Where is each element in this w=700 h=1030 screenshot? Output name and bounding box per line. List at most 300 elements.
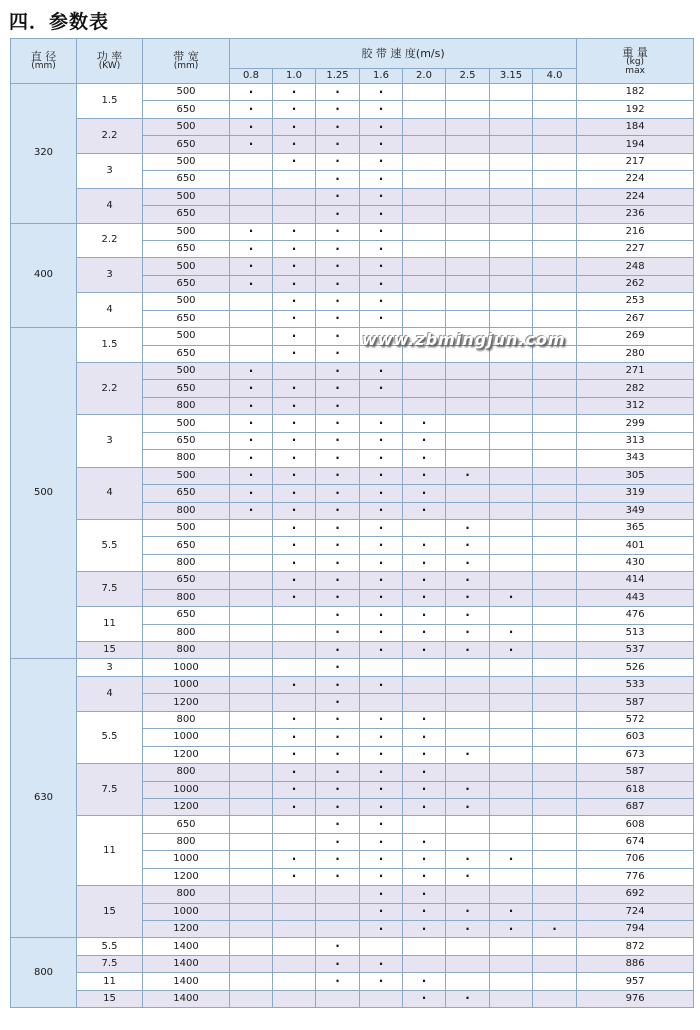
table-row [11,676,694,693]
availability-dot: · [248,468,254,483]
speed-cell [533,502,577,519]
diameter-cell: 320 [11,84,77,224]
belt-width-cell: 500 [143,293,230,310]
table-row [11,118,694,135]
speed-cell [403,380,446,397]
speed-cell [533,415,577,432]
speed-cell [360,816,403,833]
speed-cell [490,153,533,170]
speed-cell [490,293,533,310]
availability-dot: · [335,485,340,500]
speed-cell [360,537,403,554]
availability-dot: · [248,241,254,256]
speed-cell [316,694,360,711]
belt-width-cell: 1400 [143,938,230,955]
belt-width-cell: 1400 [143,990,230,1007]
weight-cell: 692 [577,886,694,903]
speed-cell [533,519,577,536]
speed-cell [446,345,490,362]
speed-cell [446,258,490,275]
speed-cell [490,415,533,432]
speed-cell [230,118,273,135]
weight-cell: 587 [577,694,694,711]
speed-cell [230,781,273,798]
speed-cell [490,851,533,868]
speed-cell [490,764,533,781]
speed-cell [490,781,533,798]
belt-width-cell: 500 [143,188,230,205]
speed-cell [316,990,360,1007]
speed-cell [403,502,446,519]
speed-cell [273,363,316,380]
belt-width-cell: 500 [143,519,230,536]
header-diameter [11,39,77,84]
belt-width-cell: 800 [143,711,230,728]
availability-dot: · [421,712,427,727]
belt-width-cell: 1000 [143,851,230,868]
speed-cell [316,798,360,815]
speed-cell [230,886,273,903]
speed-cell [403,397,446,414]
speed-cell [403,328,446,345]
power-cell: 7.5 [77,955,143,972]
speed-cell [446,729,490,746]
speed-cell [360,729,403,746]
speed-cell [360,432,403,449]
availability-dot: · [465,782,470,797]
availability-dot: · [421,764,427,779]
availability-dot: · [378,590,384,605]
speed-cell [490,711,533,728]
speed-cell [273,798,316,815]
speed-cell [316,607,360,624]
speed-cell [403,572,446,589]
weight-cell: 608 [577,816,694,833]
speed-cell [403,624,446,641]
speed-cell [273,746,316,763]
speed-cell [360,955,403,972]
speed-cell [490,258,533,275]
speed-cell [360,345,403,362]
belt-width-cell: 1000 [143,659,230,676]
speed-cell [230,729,273,746]
availability-dot: · [465,869,470,884]
speed-cell [446,694,490,711]
speed-cell [533,223,577,240]
belt-width-cell: 1200 [143,746,230,763]
table-row [11,816,694,833]
belt-width-cell: 800 [143,642,230,659]
speed-cell [316,781,360,798]
speed-cell [360,973,403,990]
belt-width-cell: 650 [143,275,230,292]
speed-cell [490,84,533,101]
speed-cell [446,572,490,589]
header-width [143,39,230,84]
speed-col-6: 3.15 [490,69,533,84]
speed-cell [230,485,273,502]
speed-cell [533,206,577,223]
speed-cell [403,345,446,362]
availability-dot: · [378,572,384,587]
table-row [11,711,694,728]
speed-cell [273,223,316,240]
speed-cell [230,467,273,484]
table-row [11,642,694,659]
availability-dot: · [378,747,384,762]
availability-dot: · [552,921,557,936]
weight-cell: 976 [577,990,694,1007]
weight-cell: 194 [577,136,694,153]
weight-cell: 280 [577,345,694,362]
availability-dot: · [335,206,340,221]
speed-cell [230,746,273,763]
speed-cell [316,711,360,728]
availability-dot: · [248,119,254,134]
weight-cell: 313 [577,432,694,449]
speed-cell [403,798,446,815]
weight-cell: 430 [577,554,694,571]
availability-dot: · [465,747,470,762]
speed-cell [403,519,446,536]
speed-cell [446,240,490,257]
availability-dot: · [421,974,427,989]
availability-dot: · [335,433,340,448]
speed-cell [533,363,577,380]
belt-width-cell: 650 [143,136,230,153]
weight-cell: 706 [577,851,694,868]
availability-dot: · [335,939,340,954]
speed-cell [273,432,316,449]
availability-dot: · [335,241,340,256]
speed-cell [230,345,273,362]
speed-cell [230,136,273,153]
speed-cell [316,746,360,763]
speed-cell [316,136,360,153]
speed-cell [403,485,446,502]
belt-width-cell: 650 [143,380,230,397]
speed-cell [360,764,403,781]
speed-cell [316,345,360,362]
availability-dot: · [335,171,340,186]
speed-cell [273,973,316,990]
speed-cell [230,694,273,711]
availability-dot: · [378,293,384,308]
availability-dot: · [421,869,427,884]
speed-cell [403,258,446,275]
availability-dot: · [291,137,297,152]
belt-width-cell: 800 [143,624,230,641]
speed-cell [490,310,533,327]
availability-dot: · [335,729,340,744]
speed-cell [273,676,316,693]
speed-cell [360,84,403,101]
speed-cell [316,502,360,519]
belt-width-cell: 800 [143,764,230,781]
weight-cell: 343 [577,450,694,467]
speed-cell [403,607,446,624]
speed-cell [446,938,490,955]
speed-cell [273,955,316,972]
speed-cell [316,293,360,310]
availability-dot: · [378,137,384,152]
availability-dot: · [421,468,427,483]
availability-dot: · [465,851,470,866]
belt-width-cell: 800 [143,450,230,467]
speed-col-1: 1.0 [273,69,316,84]
speed-cell [230,711,273,728]
belt-width-cell: 650 [143,240,230,257]
availability-dot: · [291,293,297,308]
speed-cell [403,171,446,188]
availability-dot: · [378,642,384,657]
belt-width-cell: 1400 [143,973,230,990]
speed-cell [360,275,403,292]
speed-cell [316,485,360,502]
speed-cell [490,502,533,519]
weight-cell: 886 [577,955,694,972]
availability-dot: · [378,84,384,99]
speed-cell [533,293,577,310]
speed-cell [316,328,360,345]
page-title: 四．参数表 [9,11,110,33]
availability-dot: · [421,485,427,500]
speed-cell [490,380,533,397]
speed-cell [490,397,533,414]
speed-cell [230,554,273,571]
speed-cell [316,816,360,833]
table-row [11,519,694,536]
speed-cell [273,938,316,955]
availability-dot: · [248,363,254,378]
weight-cell: 618 [577,781,694,798]
speed-cell [316,886,360,903]
availability-dot: · [378,607,384,622]
belt-width-cell: 500 [143,328,230,345]
speed-cell [230,101,273,118]
availability-dot: · [378,869,384,884]
speed-cell [403,223,446,240]
availability-dot: · [378,102,384,117]
availability-dot: · [378,224,384,239]
speed-cell [533,833,577,850]
availability-dot: · [291,102,297,117]
availability-dot: · [508,625,514,640]
availability-dot: · [335,293,340,308]
speed-cell [316,171,360,188]
availability-dot: · [335,572,340,587]
availability-dot: · [291,259,297,274]
availability-dot: · [421,416,427,431]
speed-cell [446,380,490,397]
availability-dot: · [291,799,297,814]
belt-width-cell: 650 [143,537,230,554]
speed-cell [360,118,403,135]
speed-cell [230,833,273,850]
speed-cell [360,833,403,850]
speed-cell [490,990,533,1007]
availability-dot: · [335,363,340,378]
availability-dot: · [291,154,297,169]
belt-width-cell: 800 [143,554,230,571]
speed-cell [490,659,533,676]
table-row [11,467,694,484]
speed-col-3: 1.6 [360,69,403,84]
speed-cell [490,537,533,554]
speed-cell [230,903,273,920]
availability-dot: · [378,119,384,134]
speed-cell [403,293,446,310]
power-cell: 5.5 [77,711,143,763]
power-cell: 2.2 [77,118,143,153]
speed-cell [533,171,577,188]
header-width-unit: (mm) [173,61,199,71]
speed-cell [490,328,533,345]
availability-dot: · [378,206,384,221]
speed-cell [360,397,403,414]
speed-cell [446,711,490,728]
speed-cell [316,432,360,449]
availability-dot: · [335,398,340,413]
speed-cell [403,973,446,990]
speed-cell [446,171,490,188]
speed-cell [490,467,533,484]
speed-cell [403,84,446,101]
speed-cell [533,711,577,728]
speed-cell [316,973,360,990]
speed-cell [360,380,403,397]
speed-cell [360,171,403,188]
speed-cell [446,136,490,153]
availability-dot: · [291,119,297,134]
speed-cell [446,746,490,763]
speed-cell [316,921,360,938]
availability-dot: · [335,468,340,483]
speed-col-2: 1.25 [316,69,360,84]
availability-dot: · [248,102,254,117]
availability-dot: · [335,224,340,239]
speed-cell [316,363,360,380]
speed-cell [403,676,446,693]
availability-dot: · [291,764,297,779]
speed-cell [230,851,273,868]
weight-cell: 587 [577,764,694,781]
availability-dot: · [335,799,340,814]
speed-cell [316,676,360,693]
speed-cell [446,833,490,850]
speed-cell [490,589,533,606]
availability-dot: · [335,974,340,989]
speed-cell [533,84,577,101]
weight-cell: 533 [577,676,694,693]
speed-cell [273,729,316,746]
weight-cell: 776 [577,868,694,885]
speed-cell [403,363,446,380]
availability-dot: · [291,677,297,692]
availability-dot: · [248,450,254,465]
power-cell: 7.5 [77,572,143,607]
speed-cell [273,607,316,624]
speed-cell [230,293,273,310]
weight-cell: 253 [577,293,694,310]
power-cell: 11 [77,816,143,886]
speed-cell [273,345,316,362]
availability-dot: · [291,311,297,326]
availability-dot: · [248,224,254,239]
speed-cell [403,240,446,257]
speed-cell [490,345,533,362]
speed-cell [533,624,577,641]
power-cell: 15 [77,990,143,1007]
speed-col-0: 0.8 [230,69,273,84]
availability-dot: · [335,851,340,866]
availability-dot: · [335,84,340,99]
weight-cell: 248 [577,258,694,275]
availability-dot: · [421,450,427,465]
speed-cell [360,554,403,571]
weight-cell: 312 [577,397,694,414]
weight-cell: 401 [577,537,694,554]
speed-cell [273,415,316,432]
availability-dot: · [465,991,470,1006]
availability-dot: · [335,311,340,326]
power-cell: 3 [77,153,143,188]
speed-cell [403,188,446,205]
availability-dot: · [378,276,384,291]
header-weight-label: 重 量 [622,45,648,59]
availability-dot: · [248,259,254,274]
weight-cell: 271 [577,363,694,380]
speed-cell [533,973,577,990]
speed-cell [230,450,273,467]
speed-cell [403,554,446,571]
weight-cell: 957 [577,973,694,990]
belt-width-cell: 1200 [143,798,230,815]
speed-cell [490,676,533,693]
speed-cell [360,485,403,502]
speed-cell [273,711,316,728]
power-cell: 5.5 [77,938,143,955]
speed-cell [316,554,360,571]
header-weight [577,39,694,84]
speed-cell [273,537,316,554]
speed-cell [446,659,490,676]
speed-cell [490,955,533,972]
belt-width-cell: 650 [143,171,230,188]
speed-cell [316,938,360,955]
speed-cell [446,798,490,815]
speed-cell [360,450,403,467]
speed-cell [316,659,360,676]
speed-cell [446,903,490,920]
speed-cell [533,467,577,484]
speed-col-5: 2.5 [446,69,490,84]
availability-dot: · [378,817,384,832]
speed-cell [360,781,403,798]
speed-cell [316,101,360,118]
speed-cell [490,833,533,850]
availability-dot: · [335,869,340,884]
speed-cell [490,188,533,205]
power-cell: 3 [77,415,143,467]
speed-cell [316,153,360,170]
speed-cell [446,537,490,554]
availability-dot: · [335,259,340,274]
speed-cell [273,921,316,938]
speed-cell [446,118,490,135]
weight-cell: 192 [577,101,694,118]
speed-cell [316,764,360,781]
